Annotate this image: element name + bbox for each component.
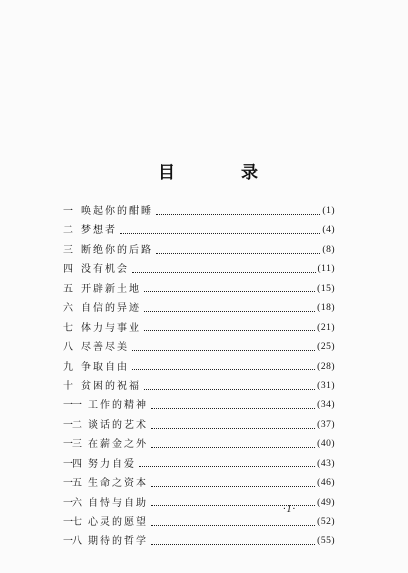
toc-entry-page: (28) (317, 361, 335, 372)
toc-entry-number: 二 (63, 225, 73, 237)
dot-leader (151, 524, 315, 526)
toc-entry-page: (34) (317, 400, 335, 411)
toc-entry-number: 一二 (63, 419, 81, 431)
toc-entry-page: (8) (322, 244, 335, 255)
toc-entry (63, 396, 335, 415)
page-title (158, 158, 258, 183)
toc-entry (63, 241, 335, 260)
toc-entry-number: 一七 (63, 517, 81, 528)
toc-entry-page: (15) (317, 283, 335, 294)
toc-entry-title: 没有机会 (81, 264, 129, 276)
toc-entry (63, 338, 335, 357)
dot-leader (156, 252, 320, 254)
toc-entry-number: 九 (63, 361, 73, 373)
toc-entry-title: 自恃与自助 (88, 497, 148, 509)
dot-leader (144, 290, 315, 292)
toc-entry-page: (21) (317, 322, 335, 333)
toc-entry-title: 期待的哲学 (88, 536, 148, 548)
toc-entry-page: (43) (317, 458, 335, 469)
toc-entry-number: 十 (63, 380, 73, 392)
dot-leader (151, 427, 315, 429)
toc-entry-title: 谈话的艺术 (88, 419, 148, 431)
toc-entry-number: 五 (63, 283, 73, 295)
title-char-1: 目 (158, 163, 175, 183)
toc-entry (63, 416, 335, 435)
toc-entry-page: (49) (317, 497, 335, 508)
dot-leader (151, 446, 315, 448)
toc-entry-page: (52) (317, 517, 335, 527)
toc-entry (63, 202, 335, 221)
toc-entry (63, 221, 335, 240)
toc-entry (63, 513, 335, 532)
toc-entry-page: (46) (317, 478, 335, 489)
dot-leader (132, 368, 315, 370)
dot-leader (120, 232, 320, 234)
toc-entry-title: 梦想者 (81, 225, 117, 237)
toc-entry-title: 唤起你的酣睡 (81, 206, 153, 217)
toc-entry (63, 377, 335, 396)
toc-entry-number: 一四 (63, 458, 81, 470)
dot-leader (151, 407, 315, 409)
toc-entry-number: 一八 (63, 536, 81, 548)
toc-entry-page: (25) (317, 342, 335, 353)
toc-entry-page: (1) (322, 206, 335, 216)
toc-entry (63, 474, 335, 493)
page-number: ·1· (283, 504, 296, 515)
toc-entry-title: 自信的异迹 (81, 303, 141, 315)
toc-entry-page: (11) (317, 264, 335, 275)
toc-entry-page: (37) (317, 419, 335, 430)
toc-entry-number: 七 (63, 322, 73, 334)
toc-entry (63, 455, 335, 474)
toc-entry-page: (4) (322, 225, 335, 236)
dot-leader (144, 310, 315, 312)
dot-leader (151, 485, 315, 487)
toc-entry (63, 260, 335, 279)
toc-entry-number: 一六 (63, 497, 81, 509)
toc-entry-number: 三 (63, 244, 73, 256)
table-of-contents (63, 202, 335, 552)
toc-entry-title: 努力自爱 (88, 458, 136, 470)
toc-entry (63, 280, 335, 299)
toc-entry-number: 一五 (63, 478, 81, 490)
toc-entry-title: 心灵的愿望 (88, 517, 148, 528)
toc-entry (63, 299, 335, 318)
toc-entry-title: 生命之资本 (88, 478, 148, 490)
toc-entry-title: 尽善尽美 (81, 342, 129, 354)
toc-entry-title: 贫困的祝福 (81, 380, 141, 392)
toc-entry-number: 一一 (63, 400, 81, 412)
title-char-2: 录 (241, 163, 258, 183)
toc-entry-title: 断绝你的后路 (81, 244, 153, 256)
dot-leader (156, 213, 320, 215)
toc-entry-title: 争取自由 (81, 361, 129, 373)
dot-leader (132, 349, 315, 351)
toc-entry (63, 358, 335, 377)
dot-leader (144, 329, 315, 331)
toc-entry-number: 一三 (63, 439, 81, 451)
dot-leader (151, 543, 315, 545)
toc-entry-page: (55) (317, 536, 335, 547)
toc-entry (63, 435, 335, 454)
dot-leader (144, 388, 315, 390)
toc-entry-page: (31) (317, 380, 335, 391)
toc-entry-page: (18) (317, 303, 335, 314)
toc-entry-title: 工作的精神 (88, 400, 148, 412)
dot-leader (139, 465, 315, 467)
toc-entry (63, 532, 335, 551)
toc-entry-title: 开辟新土地 (81, 283, 141, 295)
dot-leader (132, 271, 316, 273)
toc-entry-number: 一 (63, 206, 73, 217)
toc-entry-number: 六 (63, 303, 73, 315)
toc-entry-number: 四 (63, 264, 73, 276)
toc-entry-title: 体力与事业 (81, 322, 141, 334)
toc-entry-number: 八 (63, 342, 73, 354)
toc-entry (63, 319, 335, 338)
toc-entry-page: (40) (317, 439, 335, 450)
toc-entry-title: 在薪金之外 (88, 439, 148, 451)
